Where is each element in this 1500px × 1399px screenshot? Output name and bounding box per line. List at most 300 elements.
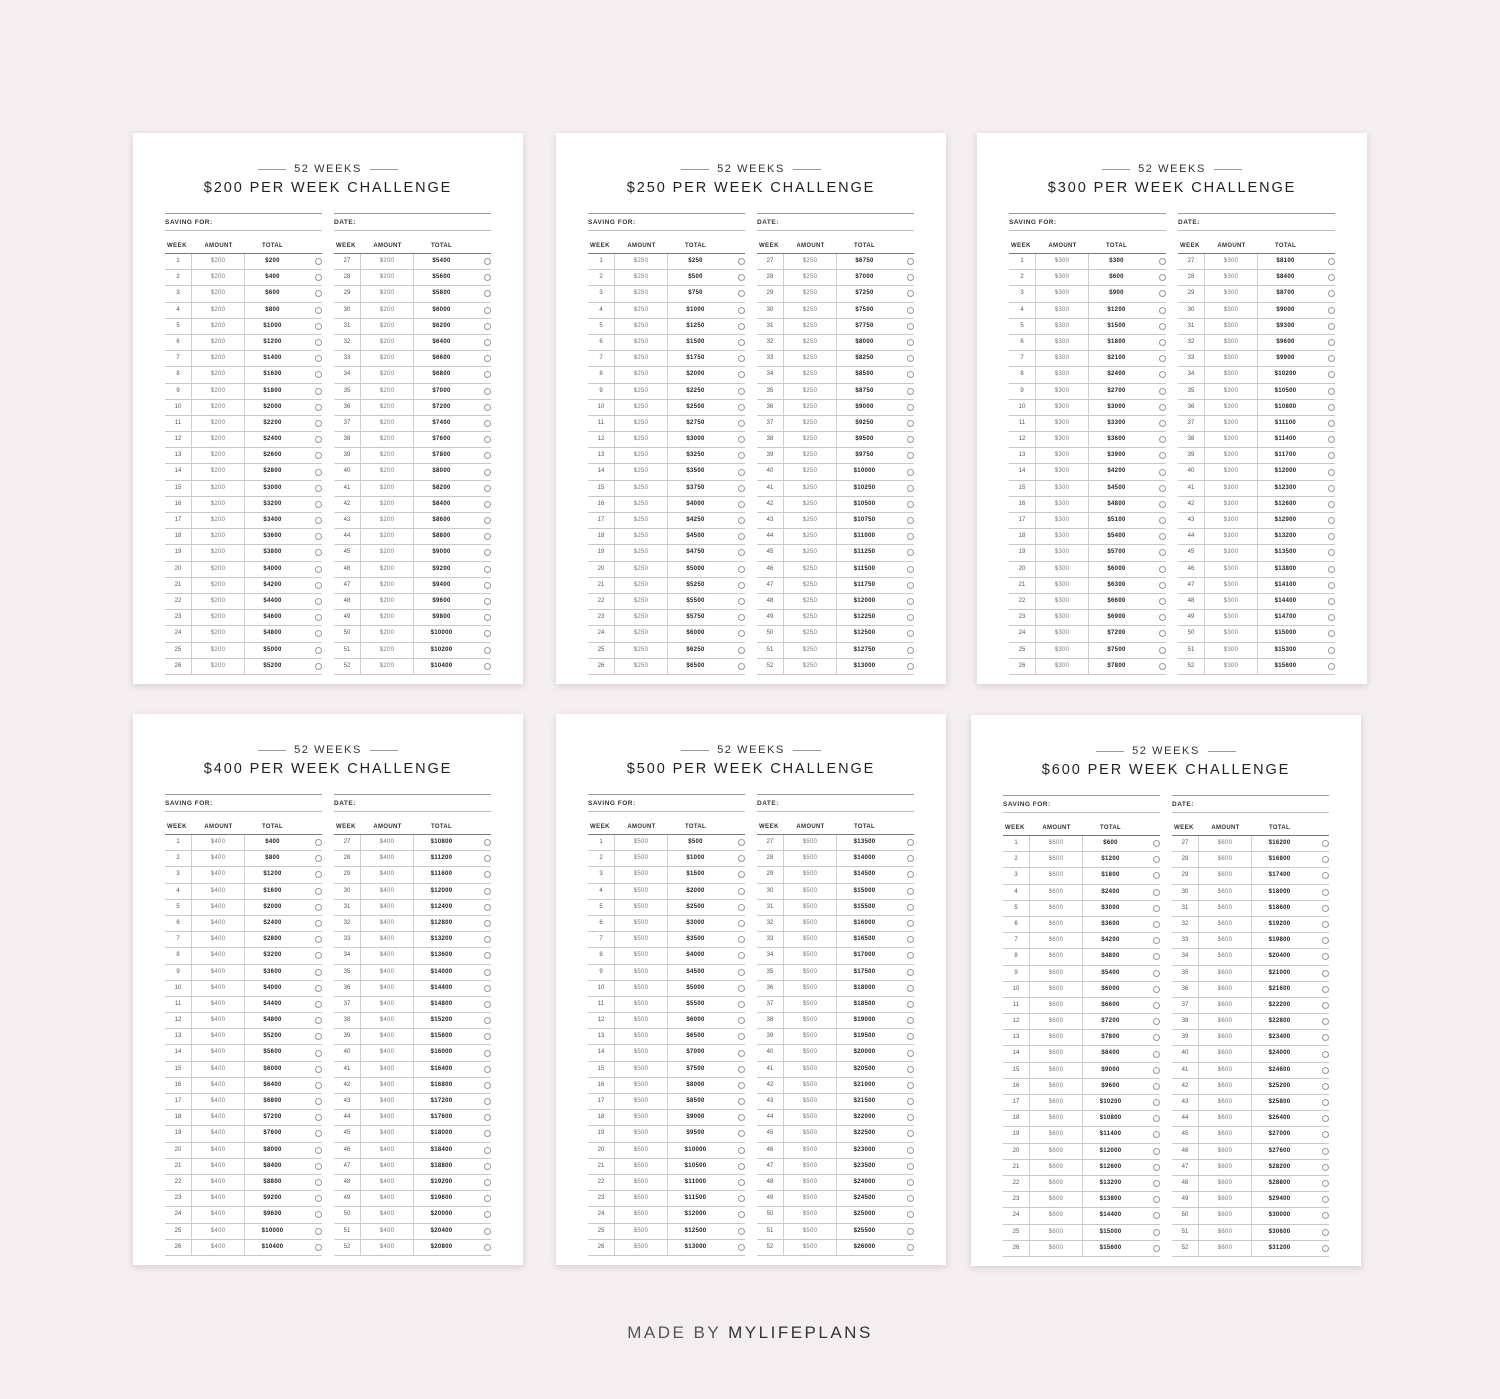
week-checkbox[interactable] [738,1244,745,1251]
week-checkbox[interactable] [315,598,322,605]
week-checkbox[interactable] [907,420,914,427]
week-checkbox[interactable] [315,1017,322,1024]
week-checkbox[interactable] [1322,1115,1329,1122]
week-checkbox[interactable] [1159,420,1166,427]
week-checkbox[interactable] [738,307,745,314]
week-checkbox[interactable] [907,404,914,411]
week-checkbox[interactable] [738,1001,745,1008]
week-checkbox[interactable] [484,274,491,281]
week-checkbox[interactable] [484,420,491,427]
week-checkbox[interactable] [315,501,322,508]
week-checkbox[interactable] [484,1098,491,1105]
week-checkbox[interactable] [315,339,322,346]
week-checkbox[interactable] [907,888,914,895]
week-checkbox[interactable] [907,1179,914,1186]
week-checkbox[interactable] [315,1082,322,1089]
week-checkbox[interactable] [315,1163,322,1170]
week-checkbox[interactable] [738,290,745,297]
week-checkbox[interactable] [315,855,322,862]
week-checkbox[interactable] [1322,1067,1329,1074]
week-checkbox[interactable] [907,371,914,378]
week-checkbox[interactable] [738,323,745,330]
week-checkbox[interactable] [315,1228,322,1235]
week-checkbox[interactable] [484,388,491,395]
week-checkbox[interactable] [1322,937,1329,944]
week-checkbox[interactable] [1322,1164,1329,1171]
week-checkbox[interactable] [1328,290,1335,297]
week-checkbox[interactable] [484,452,491,459]
week-checkbox[interactable] [315,258,322,265]
week-checkbox[interactable] [738,888,745,895]
week-checkbox[interactable] [907,598,914,605]
week-checkbox[interactable] [738,566,745,573]
week-checkbox[interactable] [1322,1051,1329,1058]
week-checkbox[interactable] [907,936,914,943]
week-checkbox[interactable] [315,420,322,427]
week-checkbox[interactable] [484,904,491,911]
week-checkbox[interactable] [484,871,491,878]
week-checkbox[interactable] [1159,436,1166,443]
week-checkbox[interactable] [484,258,491,265]
saving-for-field[interactable]: SAVING FOR: [165,213,322,231]
week-checkbox[interactable] [907,647,914,654]
week-checkbox[interactable] [738,469,745,476]
week-checkbox[interactable] [1328,533,1335,540]
week-checkbox[interactable] [1322,1034,1329,1041]
week-checkbox[interactable] [484,1066,491,1073]
week-checkbox[interactable] [738,1163,745,1170]
week-checkbox[interactable] [1159,388,1166,395]
week-checkbox[interactable] [1153,953,1160,960]
week-checkbox[interactable] [1328,485,1335,492]
week-checkbox[interactable] [907,1244,914,1251]
week-checkbox[interactable] [315,936,322,943]
week-checkbox[interactable] [738,274,745,281]
week-checkbox[interactable] [1159,339,1166,346]
week-checkbox[interactable] [1328,339,1335,346]
week-checkbox[interactable] [315,452,322,459]
week-checkbox[interactable] [1328,469,1335,476]
week-checkbox[interactable] [1159,517,1166,524]
week-checkbox[interactable] [1153,1002,1160,1009]
week-checkbox[interactable] [315,663,322,670]
week-checkbox[interactable] [315,904,322,911]
week-checkbox[interactable] [1159,582,1166,589]
week-checkbox[interactable] [1159,469,1166,476]
week-checkbox[interactable] [484,920,491,927]
week-checkbox[interactable] [907,1195,914,1202]
week-checkbox[interactable] [315,1179,322,1186]
week-checkbox[interactable] [484,1082,491,1089]
week-checkbox[interactable] [315,290,322,297]
week-checkbox[interactable] [484,1114,491,1121]
week-checkbox[interactable] [1153,889,1160,896]
week-checkbox[interactable] [315,888,322,895]
week-checkbox[interactable] [1159,258,1166,265]
week-checkbox[interactable] [738,1082,745,1089]
week-checkbox[interactable] [1153,937,1160,944]
week-checkbox[interactable] [738,582,745,589]
week-checkbox[interactable] [1153,921,1160,928]
week-checkbox[interactable] [484,985,491,992]
week-checkbox[interactable] [1328,566,1335,573]
week-checkbox[interactable] [907,920,914,927]
week-checkbox[interactable] [738,1228,745,1235]
week-checkbox[interactable] [315,920,322,927]
week-checkbox[interactable] [315,323,322,330]
week-checkbox[interactable] [1159,533,1166,540]
week-checkbox[interactable] [484,1130,491,1137]
week-checkbox[interactable] [907,855,914,862]
week-checkbox[interactable] [1153,970,1160,977]
week-checkbox[interactable] [1322,1180,1329,1187]
week-checkbox[interactable] [1328,420,1335,427]
week-checkbox[interactable] [315,582,322,589]
week-checkbox[interactable] [1159,323,1166,330]
week-checkbox[interactable] [484,1050,491,1057]
week-checkbox[interactable] [907,436,914,443]
week-checkbox[interactable] [1322,1148,1329,1155]
week-checkbox[interactable] [738,517,745,524]
week-checkbox[interactable] [484,936,491,943]
week-checkbox[interactable] [1159,274,1166,281]
week-checkbox[interactable] [315,871,322,878]
week-checkbox[interactable] [1153,1034,1160,1041]
week-checkbox[interactable] [1328,404,1335,411]
week-checkbox[interactable] [738,436,745,443]
week-checkbox[interactable] [1328,274,1335,281]
week-checkbox[interactable] [1159,630,1166,637]
week-checkbox[interactable] [484,598,491,605]
week-checkbox[interactable] [738,1130,745,1137]
week-checkbox[interactable] [1322,1196,1329,1203]
week-checkbox[interactable] [1328,371,1335,378]
date-field[interactable]: DATE: [1178,213,1335,231]
week-checkbox[interactable] [1328,501,1335,508]
week-checkbox[interactable] [484,1033,491,1040]
week-checkbox[interactable] [738,404,745,411]
week-checkbox[interactable] [738,952,745,959]
week-checkbox[interactable] [1159,566,1166,573]
week-checkbox[interactable] [315,1195,322,1202]
week-checkbox[interactable] [1159,452,1166,459]
week-checkbox[interactable] [907,566,914,573]
week-checkbox[interactable] [1153,1083,1160,1090]
week-checkbox[interactable] [1153,1099,1160,1106]
week-checkbox[interactable] [738,1050,745,1057]
week-checkbox[interactable] [907,517,914,524]
week-checkbox[interactable] [907,1098,914,1105]
week-checkbox[interactable] [907,258,914,265]
week-checkbox[interactable] [1153,1067,1160,1074]
week-checkbox[interactable] [907,1033,914,1040]
week-checkbox[interactable] [484,614,491,621]
week-checkbox[interactable] [907,582,914,589]
saving-for-field[interactable]: SAVING FOR: [588,794,745,812]
week-checkbox[interactable] [1159,404,1166,411]
week-checkbox[interactable] [1328,549,1335,556]
week-checkbox[interactable] [484,485,491,492]
week-checkbox[interactable] [1153,1180,1160,1187]
week-checkbox[interactable] [738,1179,745,1186]
week-checkbox[interactable] [315,1001,322,1008]
week-checkbox[interactable] [484,663,491,670]
week-checkbox[interactable] [907,871,914,878]
week-checkbox[interactable] [1322,970,1329,977]
week-checkbox[interactable] [1153,840,1160,847]
week-checkbox[interactable] [315,1114,322,1121]
week-checkbox[interactable] [1328,663,1335,670]
week-checkbox[interactable] [1153,1245,1160,1252]
week-checkbox[interactable] [738,1195,745,1202]
week-checkbox[interactable] [907,323,914,330]
week-checkbox[interactable] [1153,986,1160,993]
week-checkbox[interactable] [484,549,491,556]
week-checkbox[interactable] [1328,630,1335,637]
week-checkbox[interactable] [1328,582,1335,589]
week-checkbox[interactable] [315,1033,322,1040]
week-checkbox[interactable] [738,630,745,637]
week-checkbox[interactable] [315,485,322,492]
week-checkbox[interactable] [738,839,745,846]
week-checkbox[interactable] [907,307,914,314]
week-checkbox[interactable] [1153,1148,1160,1155]
week-checkbox[interactable] [1153,905,1160,912]
week-checkbox[interactable] [907,904,914,911]
week-checkbox[interactable] [738,1017,745,1024]
saving-for-field[interactable]: SAVING FOR: [588,213,745,231]
week-checkbox[interactable] [738,258,745,265]
week-checkbox[interactable] [484,566,491,573]
week-checkbox[interactable] [1328,614,1335,621]
week-checkbox[interactable] [315,517,322,524]
week-checkbox[interactable] [484,969,491,976]
week-checkbox[interactable] [907,1050,914,1057]
week-checkbox[interactable] [738,920,745,927]
week-checkbox[interactable] [315,647,322,654]
week-checkbox[interactable] [1159,501,1166,508]
week-checkbox[interactable] [907,339,914,346]
week-checkbox[interactable] [315,388,322,395]
week-checkbox[interactable] [1322,1018,1329,1025]
week-checkbox[interactable] [484,888,491,895]
week-checkbox[interactable] [1159,647,1166,654]
week-checkbox[interactable] [484,647,491,654]
week-checkbox[interactable] [484,1017,491,1024]
week-checkbox[interactable] [1322,905,1329,912]
date-field[interactable]: DATE: [757,794,914,812]
week-checkbox[interactable] [315,404,322,411]
week-checkbox[interactable] [1322,953,1329,960]
week-checkbox[interactable] [484,355,491,362]
week-checkbox[interactable] [738,663,745,670]
week-checkbox[interactable] [484,339,491,346]
week-checkbox[interactable] [738,355,745,362]
week-checkbox[interactable] [315,274,322,281]
week-checkbox[interactable] [484,839,491,846]
week-checkbox[interactable] [907,1163,914,1170]
saving-for-field[interactable]: SAVING FOR: [165,794,322,812]
week-checkbox[interactable] [315,469,322,476]
week-checkbox[interactable] [738,647,745,654]
week-checkbox[interactable] [738,1033,745,1040]
week-checkbox[interactable] [315,549,322,556]
week-checkbox[interactable] [315,371,322,378]
week-checkbox[interactable] [738,1066,745,1073]
week-checkbox[interactable] [1322,1083,1329,1090]
week-checkbox[interactable] [907,1147,914,1154]
week-checkbox[interactable] [484,404,491,411]
week-checkbox[interactable] [484,290,491,297]
week-checkbox[interactable] [484,469,491,476]
week-checkbox[interactable] [738,452,745,459]
week-checkbox[interactable] [907,549,914,556]
week-checkbox[interactable] [484,371,491,378]
week-checkbox[interactable] [907,952,914,959]
week-checkbox[interactable] [315,1098,322,1105]
week-checkbox[interactable] [1328,258,1335,265]
week-checkbox[interactable] [907,1017,914,1024]
date-field[interactable]: DATE: [334,794,491,812]
week-checkbox[interactable] [907,388,914,395]
week-checkbox[interactable] [1322,1245,1329,1252]
week-checkbox[interactable] [1153,1131,1160,1138]
week-checkbox[interactable] [1322,986,1329,993]
week-checkbox[interactable] [907,485,914,492]
week-checkbox[interactable] [738,969,745,976]
week-checkbox[interactable] [738,1147,745,1154]
week-checkbox[interactable] [1153,1115,1160,1122]
week-checkbox[interactable] [1322,840,1329,847]
week-checkbox[interactable] [484,501,491,508]
week-checkbox[interactable] [1153,1229,1160,1236]
week-checkbox[interactable] [484,1001,491,1008]
week-checkbox[interactable] [907,969,914,976]
week-checkbox[interactable] [1159,614,1166,621]
week-checkbox[interactable] [738,420,745,427]
week-checkbox[interactable] [907,985,914,992]
week-checkbox[interactable] [738,549,745,556]
week-checkbox[interactable] [907,1066,914,1073]
week-checkbox[interactable] [1328,436,1335,443]
saving-for-field[interactable]: SAVING FOR: [1003,795,1160,813]
week-checkbox[interactable] [1328,323,1335,330]
week-checkbox[interactable] [1159,598,1166,605]
week-checkbox[interactable] [1153,1212,1160,1219]
week-checkbox[interactable] [738,501,745,508]
week-checkbox[interactable] [1322,889,1329,896]
week-checkbox[interactable] [738,614,745,621]
week-checkbox[interactable] [1159,663,1166,670]
week-checkbox[interactable] [315,1244,322,1251]
week-checkbox[interactable] [907,290,914,297]
week-checkbox[interactable] [1153,856,1160,863]
week-checkbox[interactable] [484,1228,491,1235]
week-checkbox[interactable] [484,1211,491,1218]
week-checkbox[interactable] [484,630,491,637]
week-checkbox[interactable] [315,307,322,314]
week-checkbox[interactable] [1322,872,1329,879]
week-checkbox[interactable] [1153,1051,1160,1058]
week-checkbox[interactable] [738,388,745,395]
date-field[interactable]: DATE: [1172,795,1329,813]
week-checkbox[interactable] [1322,1002,1329,1009]
week-checkbox[interactable] [1153,1196,1160,1203]
week-checkbox[interactable] [1328,517,1335,524]
week-checkbox[interactable] [907,1130,914,1137]
week-checkbox[interactable] [738,1211,745,1218]
week-checkbox[interactable] [907,274,914,281]
week-checkbox[interactable] [315,630,322,637]
week-checkbox[interactable] [907,533,914,540]
week-checkbox[interactable] [738,339,745,346]
week-checkbox[interactable] [315,566,322,573]
week-checkbox[interactable] [484,855,491,862]
week-checkbox[interactable] [1159,290,1166,297]
week-checkbox[interactable] [1153,872,1160,879]
week-checkbox[interactable] [738,855,745,862]
week-checkbox[interactable] [1153,1164,1160,1171]
week-checkbox[interactable] [315,952,322,959]
saving-for-field[interactable]: SAVING FOR: [1009,213,1166,231]
week-checkbox[interactable] [738,371,745,378]
week-checkbox[interactable] [484,952,491,959]
week-checkbox[interactable] [484,1147,491,1154]
week-checkbox[interactable] [1328,388,1335,395]
week-checkbox[interactable] [484,1179,491,1186]
week-checkbox[interactable] [738,598,745,605]
week-checkbox[interactable] [907,630,914,637]
week-checkbox[interactable] [738,1114,745,1121]
week-checkbox[interactable] [1328,452,1335,459]
week-checkbox[interactable] [907,355,914,362]
week-checkbox[interactable] [315,355,322,362]
week-checkbox[interactable] [1322,1212,1329,1219]
week-checkbox[interactable] [738,936,745,943]
week-checkbox[interactable] [907,501,914,508]
week-checkbox[interactable] [907,1114,914,1121]
week-checkbox[interactable] [1322,856,1329,863]
week-checkbox[interactable] [1159,371,1166,378]
week-checkbox[interactable] [738,985,745,992]
week-checkbox[interactable] [484,517,491,524]
week-checkbox[interactable] [1322,1099,1329,1106]
week-checkbox[interactable] [315,1147,322,1154]
week-checkbox[interactable] [907,614,914,621]
week-checkbox[interactable] [315,1050,322,1057]
date-field[interactable]: DATE: [757,213,914,231]
week-checkbox[interactable] [484,436,491,443]
week-checkbox[interactable] [907,1211,914,1218]
week-checkbox[interactable] [315,1066,322,1073]
week-checkbox[interactable] [907,1082,914,1089]
week-checkbox[interactable] [1159,355,1166,362]
week-checkbox[interactable] [484,582,491,589]
week-checkbox[interactable] [907,663,914,670]
week-checkbox[interactable] [484,1163,491,1170]
week-checkbox[interactable] [1322,921,1329,928]
week-checkbox[interactable] [1153,1018,1160,1025]
week-checkbox[interactable] [1322,1131,1329,1138]
week-checkbox[interactable] [484,307,491,314]
week-checkbox[interactable] [1159,549,1166,556]
week-checkbox[interactable] [315,436,322,443]
week-checkbox[interactable] [315,614,322,621]
week-checkbox[interactable] [738,1098,745,1105]
week-checkbox[interactable] [315,1211,322,1218]
week-checkbox[interactable] [315,839,322,846]
week-checkbox[interactable] [315,1130,322,1137]
